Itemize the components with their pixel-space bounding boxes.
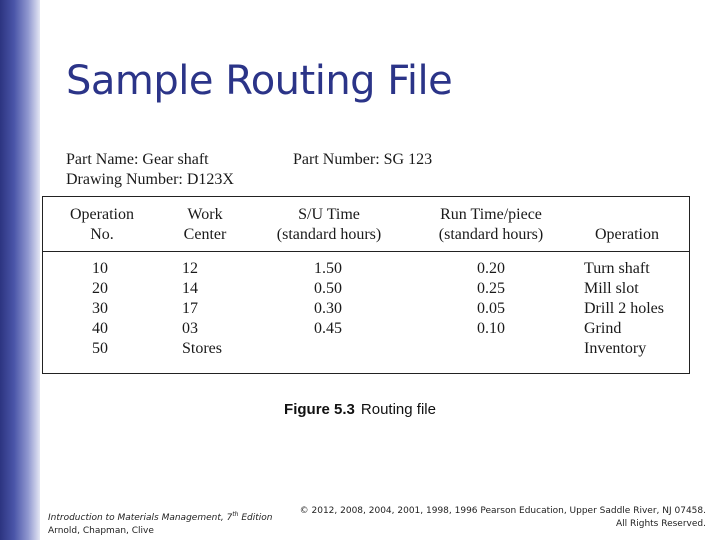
table-cell-run-time: 0.25: [477, 280, 505, 297]
figure-caption-text: Routing file: [360, 401, 436, 418]
table-cell-work-center: 12: [182, 260, 198, 277]
table-cell-run-time: 0.20: [477, 260, 505, 277]
header-operation-no-line1: Operation: [70, 206, 134, 223]
figure-caption-label: Figure 5.3: [284, 401, 355, 418]
footer-book-info: [48, 508, 272, 538]
table-cell-su-time: 1.50: [314, 260, 342, 277]
table-cell-operation: Drill 2 holes: [584, 300, 664, 317]
table-cell-op: 40: [92, 320, 108, 337]
slide-title: Sample Routing File: [66, 58, 453, 104]
header-su-time-line1: S/U Time: [298, 206, 360, 223]
footer-book-edition-rest: Edition: [238, 513, 273, 523]
footer-copyright: [300, 505, 706, 531]
table-cell-su-time: 0.45: [314, 320, 342, 337]
header-su-time: [262, 205, 396, 245]
routing-table-header-rule: [42, 251, 690, 252]
header-run-time: [424, 205, 558, 245]
figure-caption: [0, 401, 720, 418]
table-cell-operation: Inventory: [584, 340, 647, 357]
header-operation-line2: Operation: [595, 226, 659, 243]
side-gradient-bar: [0, 0, 40, 540]
table-cell-operation: Turn shaft: [584, 260, 650, 277]
footer-copyright-line1: © 2012, 2008, 2004, 2001, 1998, 1996 Pearson Education, Upper Saddle River, NJ 07458.: [299, 506, 706, 516]
table-cell-operation: Grind: [584, 320, 622, 337]
footer-copyright-line2: All Rights Reserved.: [615, 519, 706, 529]
header-run-time-line2: (standard hours): [438, 226, 544, 243]
header-run-time-line1: Run Time/piece: [440, 206, 542, 223]
header-su-time-line2: (standard hours): [276, 226, 382, 243]
header-operation: [582, 205, 672, 245]
table-cell-work-center: 03: [182, 320, 198, 337]
table-cell-op: 30: [92, 300, 108, 317]
footer-authors: Arnold, Chapman, Clive: [48, 526, 154, 536]
table-cell-su-time: 0.50: [314, 280, 342, 297]
header-operation-line1: [582, 205, 672, 225]
header-work-center: [170, 205, 240, 245]
table-cell-op: 50: [92, 340, 108, 357]
drawing-number: Drawing Number: D123X: [66, 171, 234, 188]
header-work-center-line2: Center: [183, 226, 227, 243]
table-cell-run-time: 0.05: [477, 300, 505, 317]
header-operation-no: [56, 205, 148, 245]
table-cell-su-time: 0.30: [314, 300, 342, 317]
table-cell-work-center: 14: [182, 280, 198, 297]
table-cell-run-time: 0.10: [477, 320, 505, 337]
part-number: Part Number: SG 123: [293, 151, 433, 168]
table-cell-work-center: 17: [182, 300, 198, 317]
footer-book-edition-sup: th: [232, 511, 239, 518]
footer-book-title-text: Introduction to Materials Management, 7: [48, 513, 233, 523]
table-cell-work-center: Stores: [182, 340, 222, 357]
table-cell-op: 10: [92, 260, 108, 277]
table-cell-op: 20: [92, 280, 108, 297]
footer-book-title: [48, 508, 272, 525]
table-cell-operation: Mill slot: [584, 280, 639, 297]
part-name: Part Name: Gear shaft: [66, 151, 209, 168]
header-operation-no-line2: No.: [90, 226, 114, 243]
header-work-center-line1: Work: [187, 206, 223, 223]
